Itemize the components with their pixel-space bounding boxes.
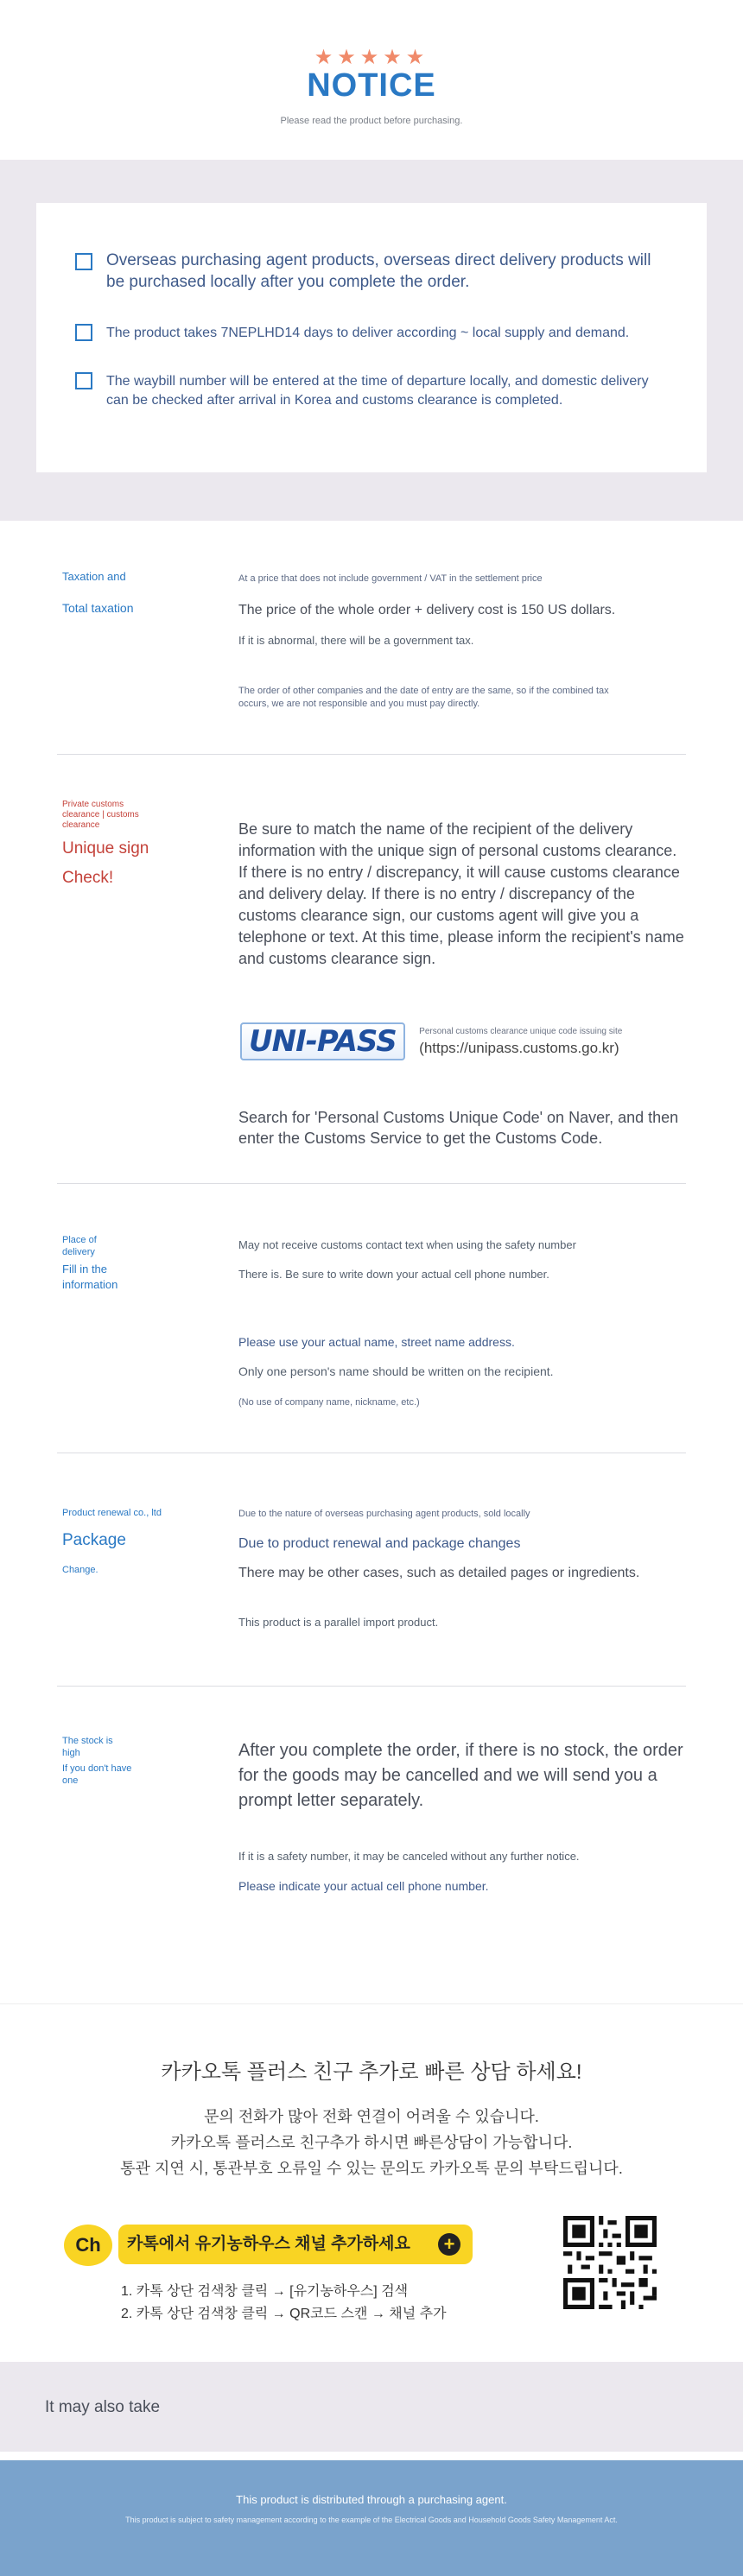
stock-body: After you complete the order, if there is no stock, the order for the goods may be cancelled and we will send you a prompt letter separately.: [238, 1741, 683, 1810]
package-text: This product is a parallel import product.: [238, 1616, 439, 1629]
delivery-text: (No use of company name, nickname, etc.): [238, 1397, 420, 1408]
delivery-text: May not receive customs contact text when using the safety number: [238, 1238, 576, 1251]
checklist-card: [36, 203, 707, 472]
package-text: There may be other cases, such as detailed pages or ingredients.: [238, 1566, 640, 1580]
footer-line: This product is subject to safety management according to the example of the Electrical Goods and Household Goods Safety Management Act.: [125, 2516, 618, 2524]
checklist-text: The product takes 7NEPLHD14 days to deliver according ~ local supply and demand.: [106, 326, 630, 340]
checklist-item: [75, 372, 671, 410]
page-subtitle: Please read the product before purchasing.: [280, 116, 463, 126]
kakao-body: [0, 2104, 743, 2181]
plus-icon: +: [438, 2233, 460, 2256]
also-take-band: [0, 2362, 743, 2452]
delivery-text: Only one person's name should be written on the recipient.: [238, 1364, 554, 1378]
kakao-channel-add-button[interactable]: [118, 2225, 473, 2264]
checklist-item: [75, 250, 671, 293]
taxation-section: [57, 521, 686, 755]
page-title: NOTICE: [307, 67, 436, 104]
stock-label-small: The stock is high: [62, 1736, 113, 1758]
kakao-body-line: 통관 지연 시, 통관부호 오류일 수 있는 문의도 카카오톡 문의 부탁드립니다.: [120, 2160, 623, 2177]
delivery-label-small: Place of delivery: [62, 1235, 97, 1257]
customs-search-note: Search for 'Personal Customs Unique Code' on Naver, and then enter the Customs Service to get the Customs Code.: [238, 1109, 679, 1147]
delivery-text: Please use your actual name, street name address.: [238, 1335, 515, 1349]
taxation-text: At a price that does not include government / VAT in the settlement price: [238, 573, 543, 584]
kakao-section: [0, 2003, 743, 2362]
stock-text: Please indicate your actual cell phone number.: [238, 1879, 489, 1893]
delivery-section: [57, 1184, 686, 1453]
checklist-item: [75, 324, 671, 343]
notice-header: [0, 0, 743, 160]
checklist-text: The waybill number will be entered at the time of departure locally, and domestic delivery can be checked after arrival in Korea and customs clearance is completed.: [106, 374, 649, 408]
kakao-steps: [121, 2281, 447, 2326]
package-label-small: Product renewal co., ltd: [62, 1508, 162, 1518]
taxation-label: Total taxation: [62, 601, 134, 615]
checkbox-icon: [75, 372, 92, 389]
checklist-band: [0, 160, 743, 521]
checklist-text: Overseas purchasing agent products, overseas direct delivery products will be purchased locally after you complete the order.: [106, 251, 651, 291]
unipass-logo: UNI-PASS: [240, 1022, 405, 1060]
rating-stars-icon: ★★★★★: [314, 46, 429, 69]
package-label: Change.: [62, 1565, 98, 1575]
also-take-text: It may also take: [45, 2398, 161, 2416]
taxation-text: The order of other companies and the date of entry are the same, so if the combined tax occurs, we are not responsible and you must pay directly.: [238, 686, 609, 709]
customs-label: Check!: [62, 869, 114, 887]
taxation-text: The price of the whole order + delivery cost is 150 US dollars.: [238, 603, 616, 617]
package-label: Package: [62, 1531, 126, 1549]
qr-code-icon: [563, 2216, 657, 2309]
stock-text: If it is a safety number, it may be canceled without any further notice.: [238, 1850, 580, 1863]
package-text: Due to the nature of overseas purchasing agent products, sold locally: [238, 1509, 530, 1519]
taxation-text: If it is abnormal, there will be a government tax.: [238, 634, 474, 647]
footer: [0, 2460, 743, 2576]
package-text: Due to product renewal and package changes: [238, 1536, 521, 1551]
unipass-caption: Personal customs clearance unique code issuing site: [419, 1026, 623, 1036]
checkbox-icon: [75, 253, 92, 270]
customs-body: Be sure to match the name of the recipient of the delivery information with the unique sign of personal customs clearance. If there is no entry / discrepancy, it will cause customs clearance and delivery delay. If there is no entry / discrepancy of the customs clearance sign, our customs agent will give you a telephone or text. At this time, please inform the recipient's name and customs clearance sign.: [238, 820, 684, 967]
kakao-step: 2. 카톡 상단 검색창 클릭 → QR코드 스캔 → 채널 추가: [121, 2307, 447, 2321]
delivery-label: Fill in the information: [62, 1263, 118, 1291]
delivery-text: There is. Be sure to write down your actual cell phone number.: [238, 1268, 549, 1281]
stock-section: [57, 1687, 686, 1902]
kakao-body-line: 문의 전화가 많아 전화 연결이 어려울 수 있습니다.: [204, 2108, 539, 2125]
kakao-banner-text: 카톡에서 유기농하우스 채널 추가하세요: [127, 2235, 410, 2253]
footer-line: This product is distributed through a purchasing agent.: [236, 2493, 507, 2506]
customs-label: Unique sign: [62, 839, 149, 858]
customs-label-small: Private customs clearance | customs clearance: [62, 800, 139, 830]
customs-section: [57, 755, 686, 1184]
unipass-link[interactable]: (https://unipass.customs.go.kr): [419, 1039, 619, 1056]
kakao-title: 카카오톡 플러스 친구 추가로 빠른 상담 하세요!: [161, 2060, 582, 2084]
kakao-step: 1. 카톡 상단 검색창 클릭 → [유기농하우스] 검색: [121, 2284, 409, 2299]
package-section: [57, 1453, 686, 1687]
checkbox-icon: [75, 324, 92, 341]
taxation-label: Taxation and: [62, 570, 126, 583]
stock-label: If you don't have one: [62, 1763, 132, 1786]
kakao-channel-icon: Ch: [64, 2225, 112, 2266]
unipass-block: [240, 1022, 689, 1060]
kakao-body-line: 카카오톡 플러스로 친구추가 하시면 빠른상담이 가능합니다.: [170, 2134, 573, 2151]
unipass-meta: [419, 1027, 622, 1057]
